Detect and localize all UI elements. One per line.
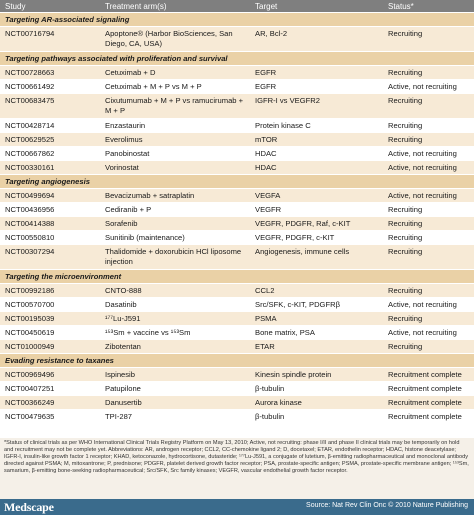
status-cell: Recruiting [388,29,423,38]
study-cell: NCT00479635 [5,412,55,421]
target-cell: HDAC [255,149,277,158]
study-cell: NCT01000949 [5,342,55,351]
table-row [0,410,474,424]
target-cell: β-tubulin [255,412,285,421]
treatment-arm-cell: Ispinesib [105,370,135,379]
table-row [0,217,474,231]
header-study: Study [5,2,26,11]
target-cell: mTOR [255,135,278,144]
target-cell: Aurora kinase [255,398,302,407]
source-credit: Source: Nat Rev Clin Onc © 2010 Nature Publishing [306,502,468,509]
header-status: Status* [388,2,414,11]
status-cell: Recruiting [388,121,423,130]
treatment-arm-cell: Cixutumumab + M + P vs ramucirumab + M + P [105,96,244,115]
table-row [0,326,474,340]
study-cell: NCT00330161 [5,163,55,172]
table-row [0,80,474,94]
footnote: *Status of clinical trials as per WHO International Clinical Trials Registry Platform on May 13, 2010; Active, not recruiting: phase I/II and phase II clinical trials may be temporarily on hold and recruitment may not be complete yet. Abbreviations: AR, androgen receptor; CCL2, CC-chemokine ligand 2; D, docetaxel; ETAR, endothelin receptor; HDAC, histone deacetylase; IGFR-I, insulin-like growth factor 1 receptor; KHAD, ketoconazole, hydrocortisone, dutasteride; ¹⁷⁷Lu-J591, a conjugate of lutetium, β-emitting radiopharmaceutical and monoclonal antibody directed against PSMA; M, mitoxantrone; P, prednisone; PDGFR, platelet derived growth factor receptor; PSA, prostate-specific antigen; PSMA, prostate-specific membrane antigen; ¹⁵³Sm, samarium, β-emitting bone-seeking radiopharmaceutical; Src/SFK, Src family kinases; VEGFR, vascular endothelial growth factor receptor. [0,438,474,499]
study-cell: NCT00428714 [5,121,55,130]
target-cell: HDAC [255,163,277,172]
status-cell: Recruiting [388,135,423,144]
study-cell: NCT00414388 [5,219,55,228]
target-cell: EGFR [255,82,277,91]
treatment-arm-cell: Enzastaurin [105,121,146,130]
table-row [0,189,474,203]
study-cell: NCT00499694 [5,191,55,200]
study-cell: NCT00450619 [5,328,55,337]
treatment-arm-cell: Vorinostat [105,163,139,172]
header-treatment-arm: Treatment arm(s) [105,2,167,11]
study-cell: NCT00683475 [5,96,55,105]
status-cell: Recruiting [388,314,423,323]
table-row [0,161,474,175]
status-cell: Recruiting [388,219,423,228]
table-row [0,119,474,133]
target-cell: Kinesin spindle protein [255,370,332,379]
status-cell: Active, not recruiting [388,163,457,172]
target-cell: CCL2 [255,286,275,295]
target-cell: Src/SFK, c-KIT, PDGFRβ [255,300,340,309]
treatment-arm-cell: Bevacizumab + satraplatin [105,191,195,200]
header-target: Target [255,2,278,11]
study-cell: NCT00366249 [5,398,55,407]
table-row [0,340,474,354]
target-cell: IGFR-I vs VEGFR2 [255,96,320,105]
table-row [0,382,474,396]
study-cell: NCT00570700 [5,300,55,309]
table-row [0,147,474,161]
table-row [0,133,474,147]
status-cell: Recruiting [388,96,423,105]
target-cell: AR, Bcl-2 [255,29,288,38]
treatment-arm-cell: Danusertib [105,398,142,407]
treatment-arm-cell: TPI-287 [105,412,133,421]
status-cell: Active, not recruiting [388,82,457,91]
section-heading: Targeting pathways associated with proliferation and survival [0,52,474,66]
treatment-arm-cell: Cetuximab + M + P vs M + P [105,82,202,91]
study-cell: NCT00716794 [5,29,55,38]
treatment-arm-cell: Dasatinib [105,300,137,309]
status-cell: Recruiting [388,233,423,242]
medscape-logo: Medscape [4,500,54,514]
status-cell: Recruiting [388,247,423,256]
status-cell: Recruitment complete [388,384,462,393]
target-cell: Bone matrix, PSA [255,328,315,337]
brand-bar [0,499,474,515]
table-row [0,396,474,410]
study-cell: NCT00629525 [5,135,55,144]
study-cell: NCT00550810 [5,233,55,242]
treatment-arm-cell: ¹⁵³Sm + vaccine vs ¹⁵³Sm [105,328,191,337]
target-cell: VEGFA [255,191,281,200]
section-heading: Targeting the microenvironment [0,270,474,284]
target-cell: VEGFR, PDGFR, Raf, c-KIT [255,219,351,228]
section-heading: Evading resistance to taxanes [0,354,474,368]
table-row [0,312,474,326]
treatment-arm-cell: Apoptone® (Harbor BioSciences, San Diego, CA, USA) [105,29,233,48]
target-cell: Angiogenesis, immune cells [255,247,350,256]
status-cell: Active, not recruiting [388,300,457,309]
study-cell: NCT00307294 [5,247,55,256]
study-cell: NCT00195039 [5,314,55,323]
target-cell: EGFR [255,68,277,77]
treatment-arm-cell: Patupilone [105,384,141,393]
table-header-row [0,0,474,13]
treatment-arm-cell: Sorafenib [105,219,138,228]
treatment-arm-cell: Everolimus [105,135,143,144]
section-heading: Targeting angiogenesis [0,175,474,189]
study-cell: NCT00992186 [5,286,55,295]
target-cell: β-tubulin [255,384,285,393]
table-row [0,284,474,298]
table-row [0,298,474,312]
status-cell: Recruiting [388,286,423,295]
target-cell: Protein kinase C [255,121,311,130]
status-cell: Active, not recruiting [388,149,457,158]
target-cell: VEGFR, PDGFR, c-KIT [255,233,335,242]
treatment-arm-cell: Thalidomide + doxorubicin HCl liposome injection [105,247,242,266]
treatment-arm-cell: Cetuximab + D [105,68,156,77]
status-cell: Active, not recruiting [388,328,457,337]
study-cell: NCT00436956 [5,205,55,214]
table-row [0,203,474,217]
target-cell: ETAR [255,342,275,351]
treatment-arm-cell: Zibotentan [105,342,141,351]
table-row [0,231,474,245]
study-cell: NCT00407251 [5,384,55,393]
section-heading: Targeting AR-associated signaling [0,13,474,27]
treatment-arm-cell: Panobinostat [105,149,150,158]
treatment-arm-cell: ¹⁷⁷Lu-J591 [105,314,141,323]
status-cell: Recruitment complete [388,412,462,421]
study-cell: NCT00661492 [5,82,55,91]
treatment-arm-cell: Cediranib + P [105,205,152,214]
status-cell: Recruitment complete [388,370,462,379]
target-cell: PSMA [255,314,277,323]
status-cell: Active, not recruiting [388,191,457,200]
table-row [0,245,474,270]
status-cell: Recruitment complete [388,398,462,407]
study-cell: NCT00969496 [5,370,55,379]
treatment-arm-cell: CNTO-888 [105,286,142,295]
status-cell: Recruiting [388,205,423,214]
table-row [0,368,474,382]
table-row [0,66,474,80]
status-cell: Recruiting [388,342,423,351]
study-cell: NCT00728663 [5,68,55,77]
study-cell: NCT00667862 [5,149,55,158]
treatment-arm-cell: Sunitinib (maintenance) [105,233,185,242]
table-row [0,27,474,52]
status-cell: Recruiting [388,68,423,77]
target-cell: VEGFR [255,205,282,214]
table-row [0,94,474,119]
